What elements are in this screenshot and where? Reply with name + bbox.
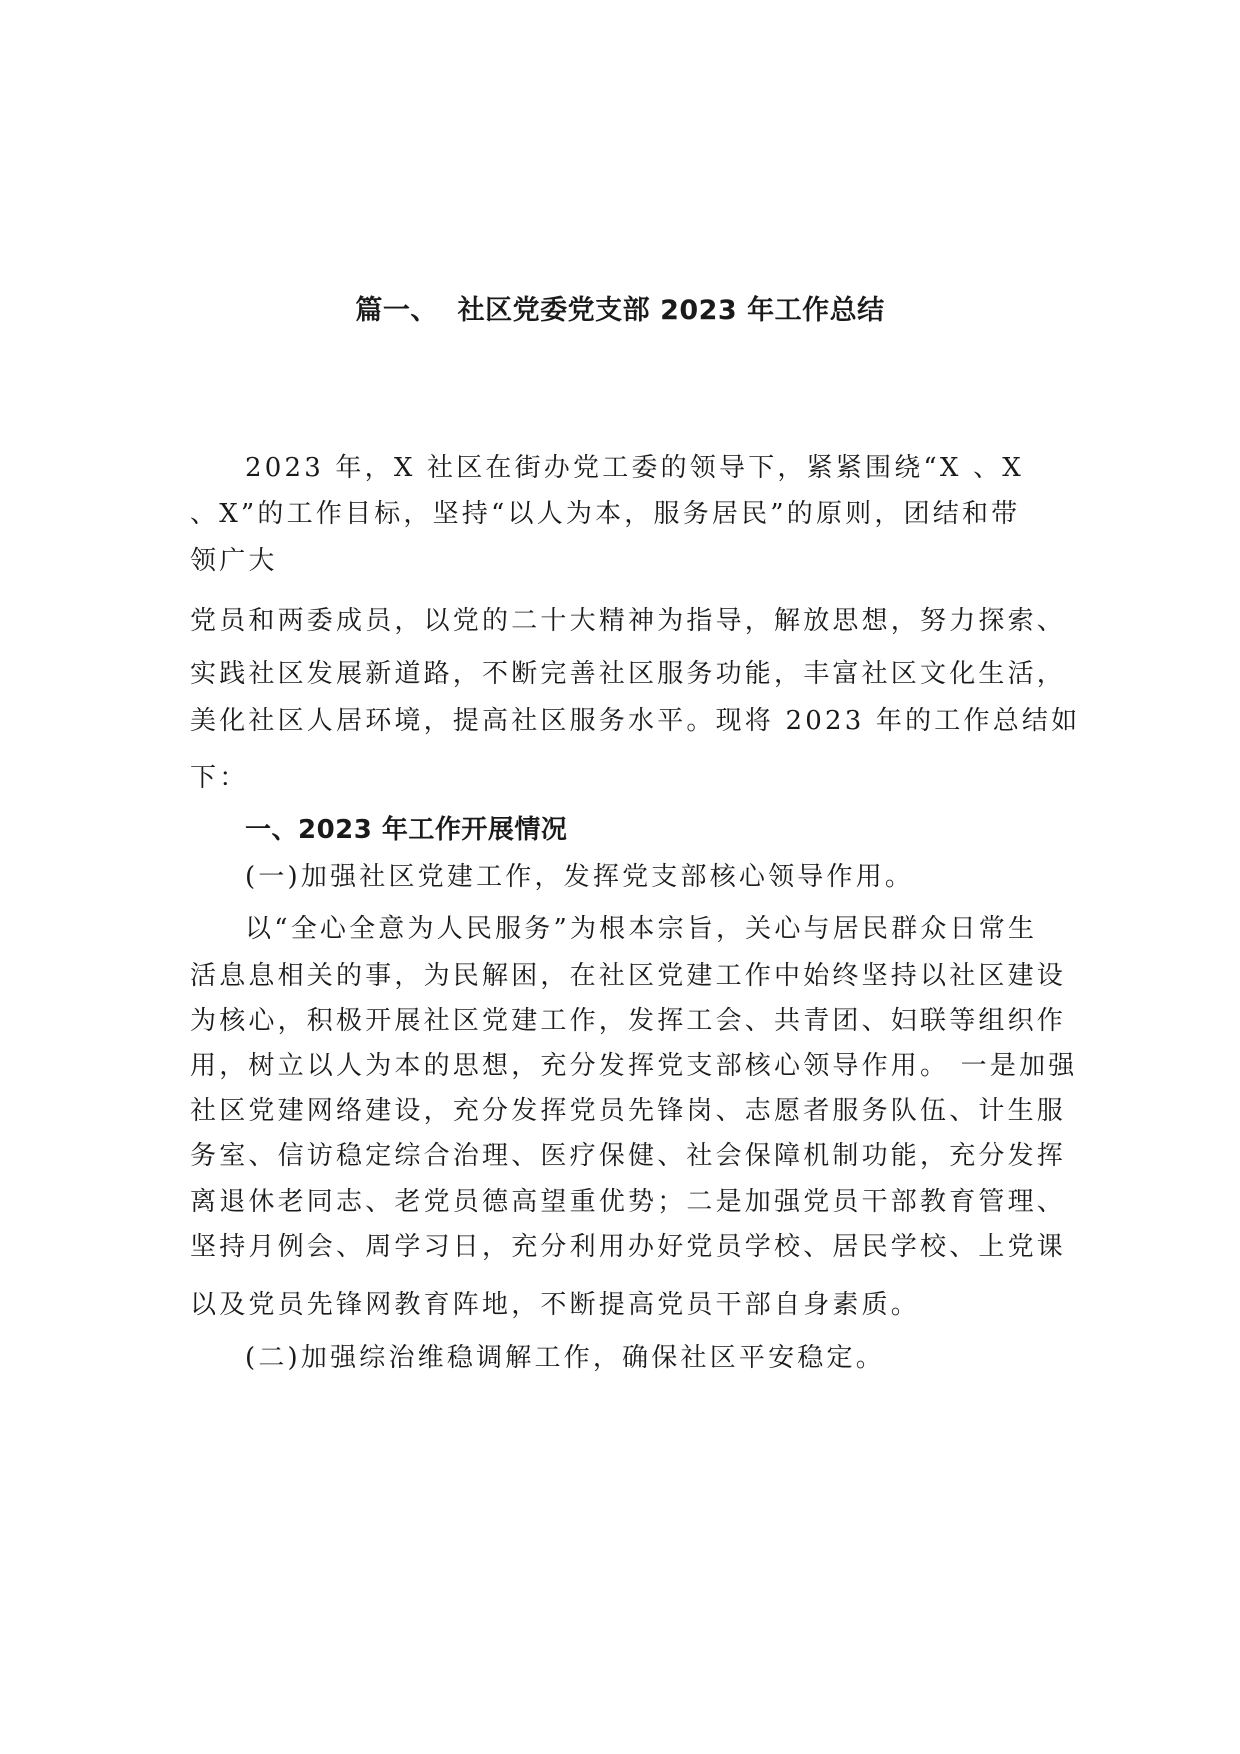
subsection-heading-2: (二)加强综治维稳调解工作，确保社区平安稳定。 xyxy=(245,1343,885,1373)
body-line-2: 活息息相关的事，为民解困，在社区党建工作中始终坚持以社区建设 xyxy=(190,961,1067,991)
document-title: 篇一、 社区党委党支部 2023 年工作总结 xyxy=(355,295,885,326)
body-line-6: 务室、信访稳定综合治理、医疗保健、社会保障机制功能，充分发挥 xyxy=(190,1141,1067,1171)
body-line-1: 以“全心全意为人民服务”为根本宗旨，关心与居民群众日常生 xyxy=(245,914,1038,944)
intro-line-5: 实践社区发展新道路，不断完善社区服务功能，丰富社区文化生活， xyxy=(190,659,1067,689)
intro-line-6: 美化社区人居环境，提高社区服务水平。现将 2023 年的工作总结如 xyxy=(190,706,1081,736)
body-line-5: 社区党建网络建设，充分发挥党员先锋岗、志愿者服务队伍、计生服 xyxy=(190,1096,1067,1126)
intro-line-4: 党员和两委成员，以党的二十大精神为指导，解放思想，努力探索、 xyxy=(190,606,1067,636)
body-line-3: 为核心，积极开展社区党建工作，发挥工会、共青团、妇联等组织作 xyxy=(190,1006,1067,1036)
subsection-heading-1: (一)加强社区党建工作，发挥党支部核心领导作用。 xyxy=(245,862,915,892)
body-line-7: 离退休老同志、老党员德高望重优势；二是加强党员干部教育管理、 xyxy=(190,1187,1067,1217)
intro-line-1: 2023 年，X 社区在街办党工委的领导下，紧紧围绕“X 、X xyxy=(245,453,1024,483)
body-line-4: 用，树立以人为本的思想，充分发挥党支部核心领导作用。 一是加强 xyxy=(190,1051,1078,1081)
intro-line-2: 、X”的工作目标，坚持“以人为本，服务居民”的原则，团结和带 xyxy=(190,499,1021,529)
intro-line-7: 下： xyxy=(190,763,249,793)
body-line-8: 坚持月例会、周学习日，充分利用办好党员学校、居民学校、上党课 xyxy=(190,1232,1067,1262)
intro-line-3: 领广大 xyxy=(190,546,278,576)
section-heading-1: 一、2023 年工作开展情况 xyxy=(245,815,568,845)
body-line-9: 以及党员先锋网教育阵地，不断提高党员干部自身素质。 xyxy=(190,1290,921,1320)
